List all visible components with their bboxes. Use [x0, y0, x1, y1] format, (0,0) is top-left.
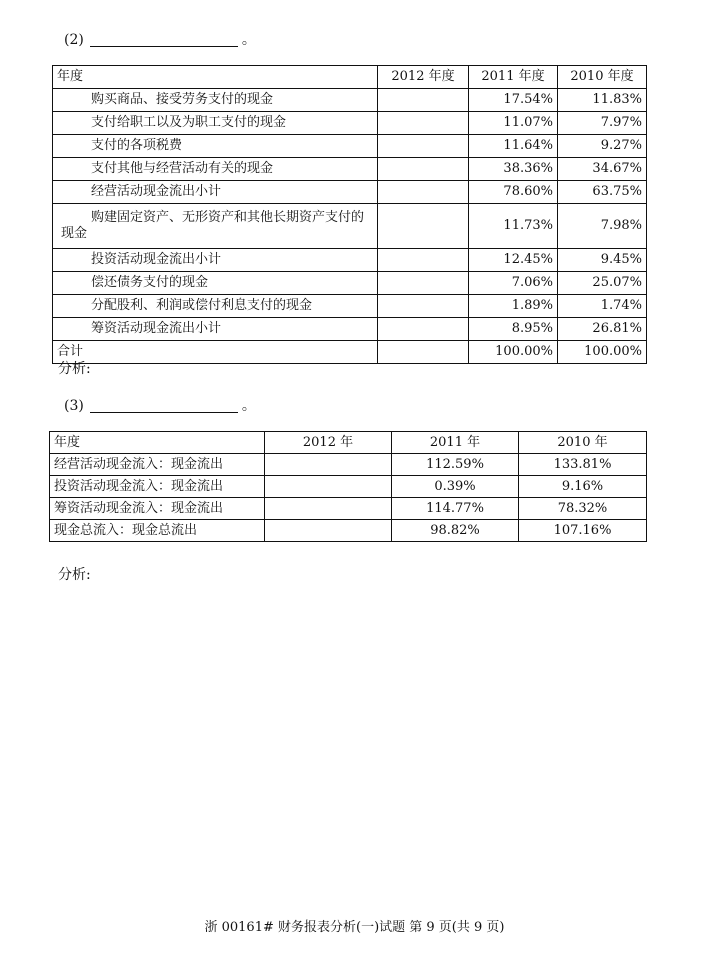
question-3-answer-blank[interactable]: [90, 400, 238, 413]
table-row: [53, 158, 647, 181]
header-2012: 2012 年度: [378, 66, 469, 89]
page-footer: 浙 00161# 财务报表分析(一)试题 第 9 页(共 9 页): [204, 920, 505, 935]
question-2-line: [64, 30, 256, 50]
row-label: 筹资活动现金流入：现金流出: [50, 498, 265, 520]
cell-2012[interactable]: [378, 272, 469, 295]
cell-2011: 100.00%: [469, 341, 558, 364]
cell-2010: 107.16%: [519, 520, 647, 542]
cell-2010: 7.98%: [558, 204, 647, 249]
row-label: 经营活动现金流入：现金流出: [50, 454, 265, 476]
cell-2011: 12.45%: [469, 249, 558, 272]
table-row: [53, 272, 647, 295]
cell-2010: 7.97%: [558, 112, 647, 135]
cell-2011: 98.82%: [392, 520, 519, 542]
header-year: 年度: [50, 432, 265, 454]
cash-flow-ratio-table: [49, 431, 647, 542]
header-2010: 2010 年: [519, 432, 647, 454]
question-3-number: (3): [64, 398, 84, 414]
cell-2010: 26.81%: [558, 318, 647, 341]
table-row: [50, 520, 647, 542]
cell-2011: 11.07%: [469, 112, 558, 135]
question-3-line: [64, 396, 256, 416]
analysis-label-1: 分析:: [58, 361, 91, 377]
cell-2011: 1.89%: [469, 295, 558, 318]
cell-2011: 0.39%: [392, 476, 519, 498]
table-row: [53, 295, 647, 318]
cell-2010: 9.16%: [519, 476, 647, 498]
row-label: 支付其他与经营活动有关的现金: [53, 158, 378, 181]
row-label: 现金总流入：现金总流出: [50, 520, 265, 542]
cell-2010: 9.45%: [558, 249, 647, 272]
cell-2011: 11.73%: [469, 204, 558, 249]
cell-2012[interactable]: [378, 204, 469, 249]
cell-2011: 38.36%: [469, 158, 558, 181]
table-row: [53, 135, 647, 158]
cell-2012[interactable]: [378, 341, 469, 364]
table-row: [53, 318, 647, 341]
cell-2011: 7.06%: [469, 272, 558, 295]
table-row-total: [53, 341, 647, 364]
row-label: 投资活动现金流入：现金流出: [50, 476, 265, 498]
question-2-answer-blank[interactable]: [90, 34, 238, 47]
cell-2010: 9.27%: [558, 135, 647, 158]
table-header-row: [53, 66, 647, 89]
header-2011: 2011 年: [392, 432, 519, 454]
cell-2011: 11.64%: [469, 135, 558, 158]
cell-2010: 34.67%: [558, 158, 647, 181]
cash-outflow-structure-table: [52, 65, 647, 364]
cell-2010: 78.32%: [519, 498, 647, 520]
table-row: [53, 181, 647, 204]
header-2012: 2012 年: [265, 432, 392, 454]
table-row: [53, 249, 647, 272]
cell-2012[interactable]: [378, 249, 469, 272]
question-2-end-mark: 。: [241, 32, 256, 48]
cell-2012[interactable]: [378, 158, 469, 181]
row-label: 经营活动现金流出小计: [53, 181, 378, 204]
cell-2012[interactable]: [265, 454, 392, 476]
header-2011: 2011 年度: [469, 66, 558, 89]
cell-2012[interactable]: [265, 498, 392, 520]
table-row: [50, 476, 647, 498]
cell-2011: 17.54%: [469, 89, 558, 112]
cell-2012[interactable]: [265, 476, 392, 498]
cell-2011: 8.95%: [469, 318, 558, 341]
analysis-label-2: 分析:: [58, 567, 91, 583]
cell-2012[interactable]: [378, 89, 469, 112]
cell-2010: 100.00%: [558, 341, 647, 364]
cell-2010: 133.81%: [519, 454, 647, 476]
cell-2012[interactable]: [378, 135, 469, 158]
cell-2011: 78.60%: [469, 181, 558, 204]
table-row: [53, 89, 647, 112]
row-label: 合计: [53, 341, 378, 364]
cell-2011: 114.77%: [392, 498, 519, 520]
row-label: 购建固定资产、无形资产和其他长期资产支付的现金: [53, 204, 378, 249]
cell-2010: 63.75%: [558, 181, 647, 204]
cell-2012[interactable]: [378, 181, 469, 204]
cell-2012[interactable]: [378, 112, 469, 135]
table-row: [50, 454, 647, 476]
table-row: [53, 112, 647, 135]
row-label: 支付的各项税费: [53, 135, 378, 158]
row-label: 购买商品、接受劳务支付的现金: [53, 89, 378, 112]
row-label: 分配股利、利润或偿付利息支付的现金: [53, 295, 378, 318]
cell-2012[interactable]: [378, 295, 469, 318]
cell-2011: 112.59%: [392, 454, 519, 476]
header-year: 年度: [53, 66, 378, 89]
table-header-row: [50, 432, 647, 454]
header-2010: 2010 年度: [558, 66, 647, 89]
row-label: 偿还债务支付的现金: [53, 272, 378, 295]
cell-2010: 11.83%: [558, 89, 647, 112]
cell-2010: 1.74%: [558, 295, 647, 318]
cell-2012[interactable]: [265, 520, 392, 542]
cell-2010: 25.07%: [558, 272, 647, 295]
cell-2012[interactable]: [378, 318, 469, 341]
table-row: [53, 204, 647, 249]
table-row: [50, 498, 647, 520]
question-2-number: (2): [64, 32, 84, 48]
row-label: 支付给职工以及为职工支付的现金: [53, 112, 378, 135]
row-label: 筹资活动现金流出小计: [53, 318, 378, 341]
row-label: 投资活动现金流出小计: [53, 249, 378, 272]
question-3-end-mark: 。: [241, 398, 256, 414]
